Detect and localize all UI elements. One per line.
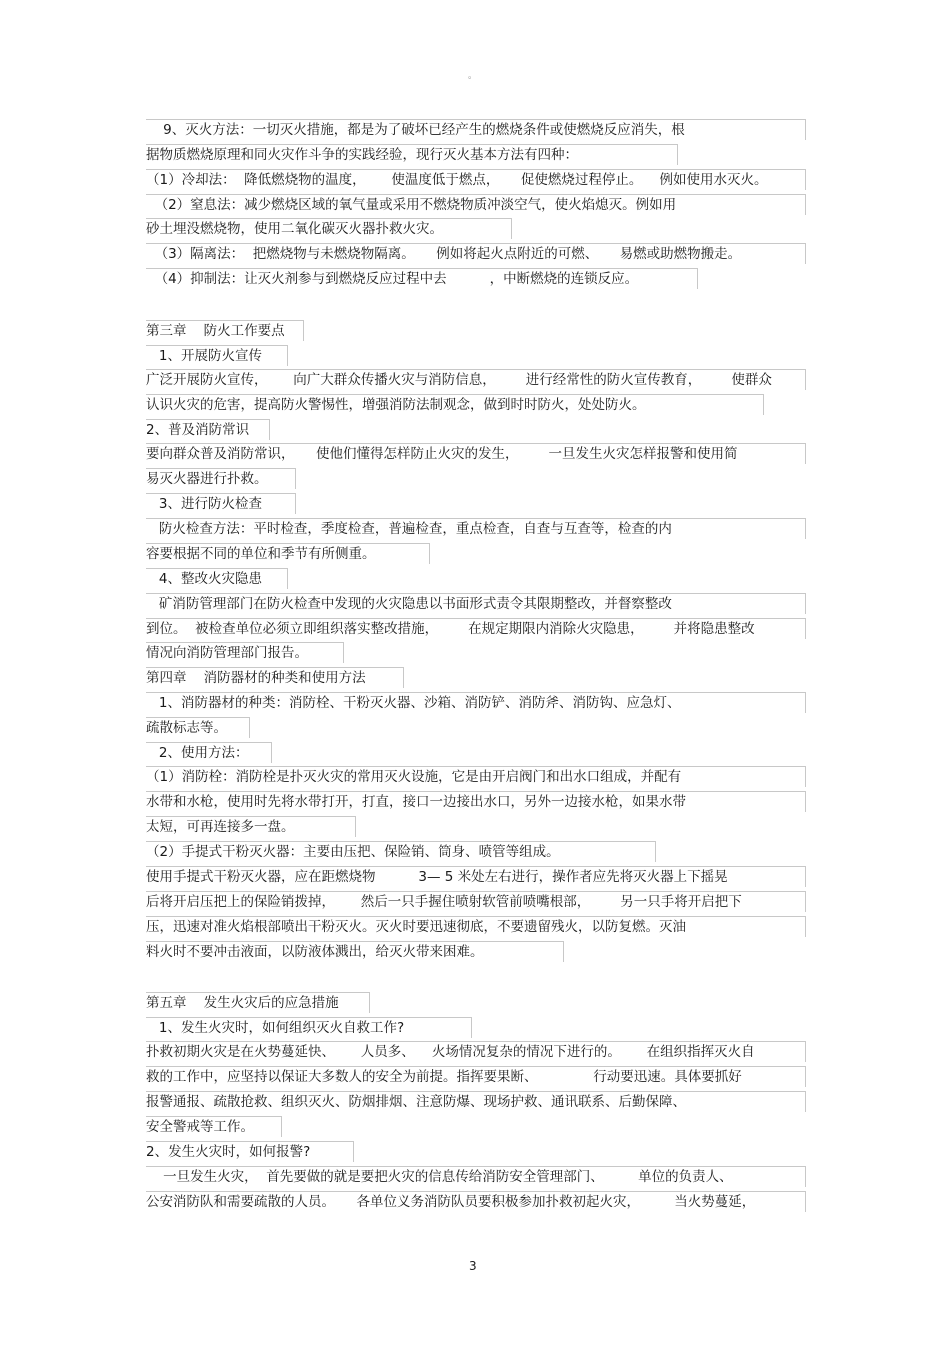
text-line: 据物质燃烧原理和同火灾作斗争的实践经验，现行灭火基本方法有四种： [146, 144, 678, 165]
text-line: 认识火灾的危害，提高防火警惕性，增强消防法制观念，做到时时防火，处处防火。 [146, 394, 764, 415]
text-line: 容要根据不同的单位和季节有所侧重。 [146, 543, 430, 564]
text-line: 报警通报、疏散抢救、组织灭火、防烟排烟、注意防爆、现场护救、通讯联系、后勤保障、 [146, 1091, 806, 1112]
text-line: 扑救初期火灾是在火势蔓延快、 人员多、 火场情况复杂的情况下进行的。 在组织指挥灭火自 [146, 1041, 806, 1062]
text-line: 9、灭火方法：一切灭火措施，都是为了破坏已经产生的燃烧条件或使燃烧反应消失，根 [146, 119, 806, 140]
text-line: 压，迅速对准火焰根部喷出干粉灭火。灭火时要迅速彻底，不要遗留残火，以防复燃。灭油 [146, 916, 806, 937]
section-heading: 2、发生火灾时，如何报警? [146, 1141, 354, 1162]
text-line: （1）冷却法： 降低燃烧物的温度， 使温度低于燃点， 促使燃烧过程停止。 例如使用水灭火。 [146, 169, 806, 190]
section-heading: 4、整改火灾隐患 [146, 568, 288, 589]
text-line: （3）隔离法： 把燃烧物与未燃烧物隔离。 例如将起火点附近的可燃、 易燃或助燃物搬走。 [146, 243, 806, 264]
top-mark: 。 [468, 71, 478, 81]
text-line: 一旦发生火灾， 首先要做的就是要把火灾的信息传给消防安全管理部门、 单位的负责人、 [146, 1166, 806, 1187]
text-line: 到位。 被检查单位必须立即组织落实整改措施， 在规定期限内消除火灾隐患， 并将隐患整改 [146, 618, 806, 639]
text-line: 广泛开展防火宣传， 向广大群众传播火灾与消防信息， 进行经常性的防火宣传教育， 使群众 [146, 369, 806, 390]
chapter-heading: 第五章 发生火灾后的应急措施 [146, 992, 370, 1013]
text-line: 太短，可再连接多一盘。 [146, 816, 356, 837]
section-heading: 2、普及消防常识 [146, 419, 270, 440]
text-line: 情况向消防管理部门报告。 [146, 642, 344, 663]
text-line: 后将开启压把上的保险销拨掉， 然后一只手握住喷射软管前喷嘴根部， 另一只手将开启把下 [146, 891, 806, 912]
text-line: 料火时不要冲击液面，以防液体溅出，给灭火带来困难。 [146, 941, 564, 962]
text-line: （1）消防栓：消防栓是扑灭火灾的常用灭火设施，它是由开启阀门和出水口组成，并配有 [146, 766, 806, 787]
text-line: 公安消防队和需要疏散的人员。 各单位义务消防队员要积极参加扑救初起火灾， 当火势蔓延， [146, 1191, 806, 1212]
text-line: （4）抑制法：让灭火剂参与到燃烧反应过程中去 ，中断燃烧的连锁反应。 [146, 268, 698, 289]
chapter-heading: 第四章 消防器材的种类和使用方法 [146, 667, 404, 688]
text-line: （2）窒息法：减少燃烧区域的氧气量或采用不燃烧物质冲淡空气，使火焰熄灭。例如用 [146, 194, 806, 215]
text-line: 1、消防器材的种类：消防栓、干粉灭火器、沙箱、消防铲、消防斧、消防钩、应急灯、 [146, 692, 806, 713]
text-line: 矿消防管理部门在防火检查中发现的火灾隐患以书面形式责令其限期整改，并督察整改 [146, 593, 806, 614]
text-line: 要向群众普及消防常识， 使他们懂得怎样防止火灾的发生， 一旦发生火灾怎样报警和使用简 [146, 443, 806, 464]
section-heading: 1、开展防火宣传 [146, 345, 288, 366]
text-line: 疏散标志等。 [146, 717, 250, 738]
text-line: 使用手提式干粉灭火器，应在距燃烧物 3— 5 米处左右进行，操作者应先将灭火器上下摇晃 [146, 866, 806, 887]
section-heading: 1、发生火灾时，如何组织灭火自救工作? [146, 1017, 472, 1038]
text-line: 安全警戒等工作。 [146, 1116, 282, 1137]
section-heading: 3、进行防火检查 [146, 493, 296, 514]
text-line: 防火检查方法：平时检查，季度检查，普遍检查，重点检查，自查与互查等，检查的内 [146, 518, 806, 539]
text-line: （2）手提式干粉灭火器：主要由压把、保险销、筒身、喷管等组成。 [146, 841, 656, 862]
section-heading: 2、使用方法： [146, 742, 272, 763]
text-line: 砂土埋没燃烧物，使用二氧化碳灭火器扑救火灾。 [146, 218, 512, 239]
text-line: 易灭火器进行扑救。 [146, 468, 296, 489]
chapter-heading: 第三章 防火工作要点 [146, 320, 304, 341]
page-number: 3 [469, 1259, 477, 1273]
text-line: 水带和水枪，使用时先将水带打开，打直，接口一边接出水口，另外一边接水枪，如果水带 [146, 791, 806, 812]
text-line: 救的工作中，应坚持以保证大多数人的安全为前提。指挥要果断、 行动要迅速。具体要抓好 [146, 1066, 806, 1087]
